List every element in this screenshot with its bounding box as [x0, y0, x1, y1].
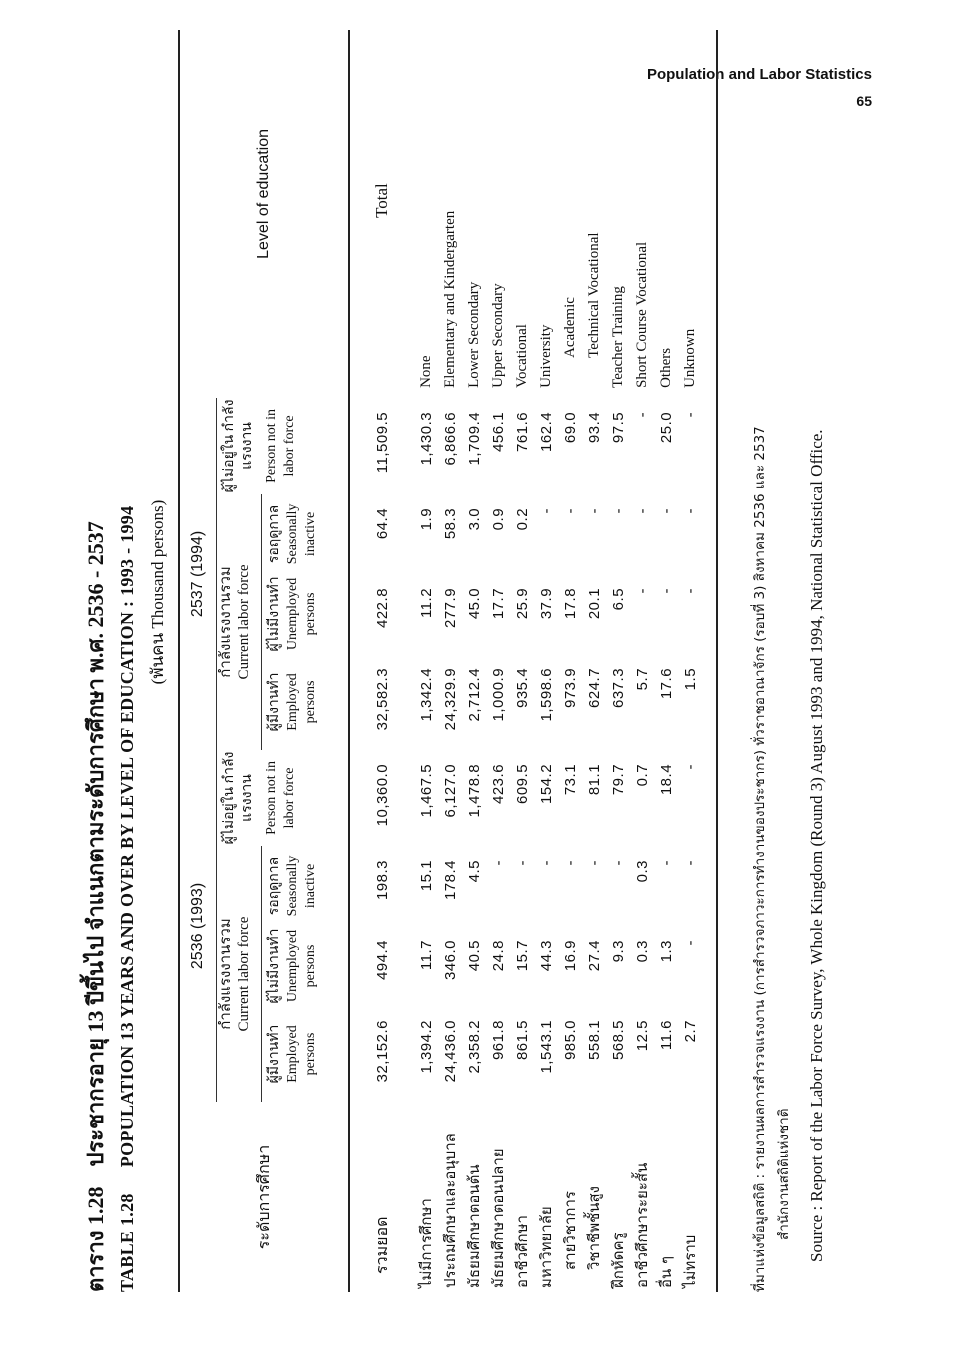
table-cell: 609.5 — [513, 763, 531, 804]
row-label-thai: ไม่มีการศึกษา — [417, 1198, 435, 1288]
table-cell: 11.6 — [657, 1020, 675, 1051]
table-cell: 1.3 — [657, 940, 675, 963]
table-cell: 17.8 — [561, 587, 579, 620]
total-value: 32,582.3 — [373, 667, 391, 731]
table-cell: 40.5 — [465, 940, 483, 972]
table-cell: 6,127.0 — [441, 763, 459, 818]
row-label-english: Upper Secondary — [489, 283, 506, 388]
clf-header-1993 — [217, 846, 262, 1102]
row-label-english: Others — [657, 347, 674, 388]
table-cell: - — [537, 507, 555, 514]
row-label-thai: มัธยมศึกษาตอนต้น — [465, 1164, 483, 1288]
table-cell: 58.3 — [441, 507, 459, 540]
row-label-english: Teacher Training — [609, 286, 626, 388]
total-label-thai: รวมยอด — [371, 1216, 391, 1274]
nilf-thai-1994: ผู้ไม่อยู่ใน กำลังแรงงาน — [222, 399, 255, 493]
total-value: 32,152.6 — [373, 1020, 391, 1083]
table-cell: 45.0 — [465, 587, 483, 620]
table-footer — [748, 30, 830, 1292]
table-cell: - — [585, 507, 603, 514]
table-row — [534, 30, 558, 1292]
total-row — [349, 30, 414, 1292]
source-thai-line1: ที่มาแห่งข้อมูลสถิติ : รายงานผลการสำรวจแรงงาน (การสำรวจภาวะการทำงานของประชากร) ทั่วราชอาณาจักร (รอบที่ 3) สิงหาคม 2536 และ 2537 — [752, 426, 768, 1292]
table-cell: 1.5 — [681, 667, 699, 691]
table-cell: 6.5 — [609, 587, 627, 611]
table-cell: - — [489, 860, 507, 866]
unemployed-thai-1994: ผู้ไม่มีงานทำ — [267, 576, 282, 652]
table-cell: 1,342.4 — [417, 667, 435, 722]
table-cell: 2,358.2 — [465, 1020, 483, 1074]
table-cell: 15.1 — [417, 860, 435, 892]
employed-en-1994: Employed persons — [285, 673, 318, 731]
table-cell: 2,712.4 — [465, 667, 483, 722]
total-value: 11,509.5 — [373, 411, 391, 474]
table-title — [80, 30, 142, 1292]
table-cell: 761.6 — [513, 411, 531, 452]
table-cell: 24,436.0 — [441, 1020, 459, 1083]
table-row — [462, 30, 486, 1292]
employed-header-1993 — [262, 1006, 350, 1102]
table-cell: - — [585, 860, 603, 866]
row-label-thai: มหาวิทยาลัย — [537, 1206, 555, 1288]
total-value: 64.4 — [373, 507, 391, 540]
table-cell: 985.0 — [561, 1020, 579, 1061]
row-label-thai: อาชีวศึกษาระยะสั้น — [633, 1162, 651, 1288]
table-cell: 17.6 — [657, 667, 675, 700]
level-header-english: Level of education — [179, 30, 349, 398]
row-label-english: Vocational — [513, 324, 530, 388]
employed-en-1993: Employed persons — [285, 1025, 318, 1083]
table-cell: - — [561, 507, 579, 514]
table-cell: 162.4 — [537, 411, 555, 452]
row-label-thai: มัธยมศึกษาตอนปลาย — [489, 1148, 507, 1288]
row-label-thai: ประถมศึกษาและอนุบาล — [441, 1133, 459, 1288]
rotated-table-page — [80, 30, 880, 1292]
table-cell: 44.3 — [537, 940, 555, 972]
table-cell: 18.4 — [657, 763, 675, 796]
table-cell: - — [657, 587, 675, 594]
seasonal-en-1994: Seasonally inactive — [285, 503, 318, 565]
clf-en-1994: Current labor force — [236, 564, 252, 680]
section-title: Population and Labor Statistics — [646, 66, 872, 83]
table-cell: 6,866.6 — [441, 411, 459, 466]
employed-header-1994 — [262, 654, 350, 750]
table-row — [630, 30, 654, 1292]
table-cell: 93.4 — [585, 411, 603, 444]
table-cell: 1,467.5 — [417, 763, 435, 818]
table-cell: 79.7 — [609, 763, 627, 796]
nilf-header-1993 — [217, 750, 350, 846]
unit-note: (พันคน Thousand persons) — [148, 499, 167, 685]
title-thai — [80, 30, 112, 1292]
table-cell: 0.3 — [633, 860, 651, 883]
table-cell: 456.1 — [489, 411, 507, 452]
table-cell: - — [681, 507, 699, 514]
total-value: 198.3 — [373, 860, 391, 901]
source-thai-line2: สำนักงานสถิติแห่งชาติ — [776, 1108, 792, 1240]
seasonal-en-1993: Seasonally inactive — [285, 855, 318, 917]
table-cell: 637.3 — [609, 667, 627, 708]
table-cell: - — [633, 507, 651, 514]
table-cell: - — [681, 860, 699, 866]
seasonal-thai-1994: รอฤดูกาล — [267, 504, 282, 564]
row-label-english: None — [417, 355, 434, 388]
table-cell: 16.9 — [561, 940, 579, 972]
clf-en-1993: Current labor force — [236, 916, 252, 1032]
row-label-thai: อาชีวศึกษา — [513, 1215, 531, 1288]
table-cell: 558.1 — [585, 1020, 603, 1061]
employed-thai-1993: ผู้มีงานทำ — [267, 1024, 282, 1084]
table-cell: - — [657, 507, 675, 514]
table-cell: 24,329.9 — [441, 667, 459, 731]
row-label-thai: ฝึกหัดครู — [609, 1232, 627, 1288]
seasonal-header-1994 — [262, 494, 350, 574]
clf-thai-1994: กำลังแรงงานรวม — [218, 566, 234, 678]
table-cell: - — [513, 860, 531, 866]
unemployed-en-1994: Unemployed persons — [285, 577, 318, 651]
table-cell: 97.5 — [609, 411, 627, 444]
table-row — [678, 30, 702, 1292]
table-cell: 73.1 — [561, 763, 579, 796]
table-cell: - — [609, 507, 627, 514]
clf-header-1994 — [217, 494, 262, 750]
table-cell: 1,598.6 — [537, 667, 555, 722]
table-cell: - — [561, 860, 579, 866]
table-cell: 11.2 — [417, 587, 435, 619]
table-row — [558, 30, 582, 1292]
table-cell: 25.0 — [657, 411, 675, 444]
table-body — [414, 30, 702, 1292]
row-label-english: Lower Secondary — [465, 281, 482, 388]
table-cell: 2.7 — [681, 1020, 699, 1043]
total-value: 422.8 — [373, 587, 391, 628]
row-label-thai: สายวิชาการ — [561, 1191, 579, 1270]
row-label-english: Technical Vocational — [585, 232, 602, 358]
table-cell: 861.5 — [513, 1020, 531, 1061]
table-cell: 973.9 — [561, 667, 579, 708]
table-cell: 20.1 — [585, 587, 603, 620]
nilf-thai-1993: ผู้ไม่อยู่ใน กำลังแรงงาน — [222, 751, 255, 845]
table-cell: 961.8 — [489, 1020, 507, 1061]
table-cell: 568.5 — [609, 1020, 627, 1061]
title-thai-text: ประชากรอายุ 13 ปีขึ้นไป จำแนกตามระดับการศึกษา พ.ศ. 2536 - 2537 — [83, 521, 108, 1167]
table-cell: 9.3 — [609, 940, 627, 963]
employed-thai-1994: ผู้มีงานทำ — [267, 672, 282, 732]
page-number: 65 — [856, 93, 872, 109]
table-cell: 15.7 — [513, 940, 531, 972]
year-header-1994: 2537 (1994) — [179, 398, 217, 750]
table-cell: 0.9 — [489, 507, 507, 531]
table-cell: 1,543.1 — [537, 1020, 555, 1074]
unemployed-header-1994 — [262, 574, 350, 654]
table-row — [606, 30, 630, 1292]
table-cell: 12.5 — [633, 1020, 651, 1052]
table-cell: - — [609, 860, 627, 866]
table-cell: 178.4 — [441, 860, 459, 901]
table-cell: - — [681, 587, 699, 594]
table-cell: 69.0 — [561, 411, 579, 444]
level-header-thai: ระดับการศึกษา — [179, 1102, 349, 1292]
row-label-thai: วิชาชีพชั้นสูง — [585, 1185, 603, 1270]
education-table — [178, 30, 718, 1292]
table-cell: - — [537, 860, 555, 866]
table-cell: 1,000.9 — [489, 667, 507, 722]
row-label-english: Academic — [561, 297, 578, 358]
table-row — [654, 30, 678, 1292]
table-cell: 346.0 — [441, 940, 459, 981]
table-cell: - — [633, 411, 651, 418]
nilf-en-1993: Person not in labor force — [264, 761, 297, 835]
table-cell: 624.7 — [585, 667, 603, 708]
row-label-english: Elementary and Kindergarten — [441, 210, 458, 388]
table-row — [486, 30, 510, 1292]
table-cell: 423.6 — [489, 763, 507, 804]
clf-thai-1993: กำลังแรงงานรวม — [218, 918, 234, 1030]
table-cell: 935.4 — [513, 667, 531, 708]
table-cell: 27.4 — [585, 940, 603, 972]
unemployed-en-1993: Unemployed persons — [285, 929, 318, 1003]
table-cell: 11.7 — [417, 940, 435, 971]
table-cell: 1,430.3 — [417, 411, 435, 466]
table-cell: 37.9 — [537, 587, 555, 620]
table-cell: 277.9 — [441, 587, 459, 628]
seasonal-thai-1993: รอฤดูกาล — [267, 856, 282, 916]
row-label-english: Short Course Vocational — [633, 241, 650, 388]
table-cell: 0.2 — [513, 507, 531, 531]
title-thai-label: ตาราง 1.28 — [83, 1186, 108, 1292]
table-row — [438, 30, 462, 1292]
nilf-en-1994: Person not in labor force — [264, 408, 297, 483]
source-english: Source : Report of the Labor Force Survey, Whole Kingdom (Round 3) August 1993 and 1994, National Statistical Office. — [807, 429, 826, 1262]
row-label-english: University — [537, 324, 554, 388]
total-value: 10,360.0 — [373, 763, 391, 827]
total-label-english: Total — [372, 183, 391, 218]
table-cell: 4.5 — [465, 860, 483, 883]
table-cell: - — [681, 940, 699, 946]
title-english-text: POPULATION 13 YEARS AND OVER BY LEVEL OF EDUCATION : 1993 - 1994 — [117, 505, 137, 1168]
table-row — [582, 30, 606, 1292]
table-row — [510, 30, 534, 1292]
table-cell: 1,394.2 — [417, 1020, 435, 1074]
table-cell: 0.7 — [633, 763, 651, 787]
table-cell: 81.1 — [585, 763, 603, 796]
table-cell: 1,709.4 — [465, 411, 483, 466]
table-cell: 17.7 — [489, 587, 507, 620]
row-label-english: Unknown — [681, 328, 698, 388]
total-value: 494.4 — [373, 940, 391, 981]
row-label-thai: ไม่ทราบ — [681, 1234, 699, 1288]
year-header-row — [179, 30, 217, 1292]
table-cell: 24.8 — [489, 940, 507, 972]
table-cell: 1.9 — [417, 507, 435, 531]
title-english-label: TABLE 1.28 — [117, 1193, 137, 1292]
table-cell: 154.2 — [537, 763, 555, 804]
unemployed-header-1993 — [262, 926, 350, 1006]
year-header-1993: 2536 (1993) — [179, 750, 217, 1102]
table-cell: - — [657, 860, 675, 866]
table-cell: - — [633, 587, 651, 594]
table-cell: 3.0 — [465, 507, 483, 531]
row-label-thai: อื่น ๆ — [657, 1255, 675, 1288]
table-cell: 1,478.8 — [465, 763, 483, 818]
table-cell: - — [681, 411, 699, 418]
seasonal-header-1993 — [262, 846, 350, 926]
table-cell: - — [681, 763, 699, 770]
nilf-header-1994 — [217, 398, 350, 494]
table-bottom-rule — [702, 30, 717, 1292]
title-english — [112, 30, 142, 1292]
unemployed-thai-1993: ผู้ไม่มีงานทำ — [267, 928, 282, 1004]
table-cell: 0.3 — [633, 940, 651, 963]
table-row — [414, 30, 438, 1292]
table-cell: 25.9 — [513, 587, 531, 620]
table-cell: 5.7 — [633, 667, 651, 691]
